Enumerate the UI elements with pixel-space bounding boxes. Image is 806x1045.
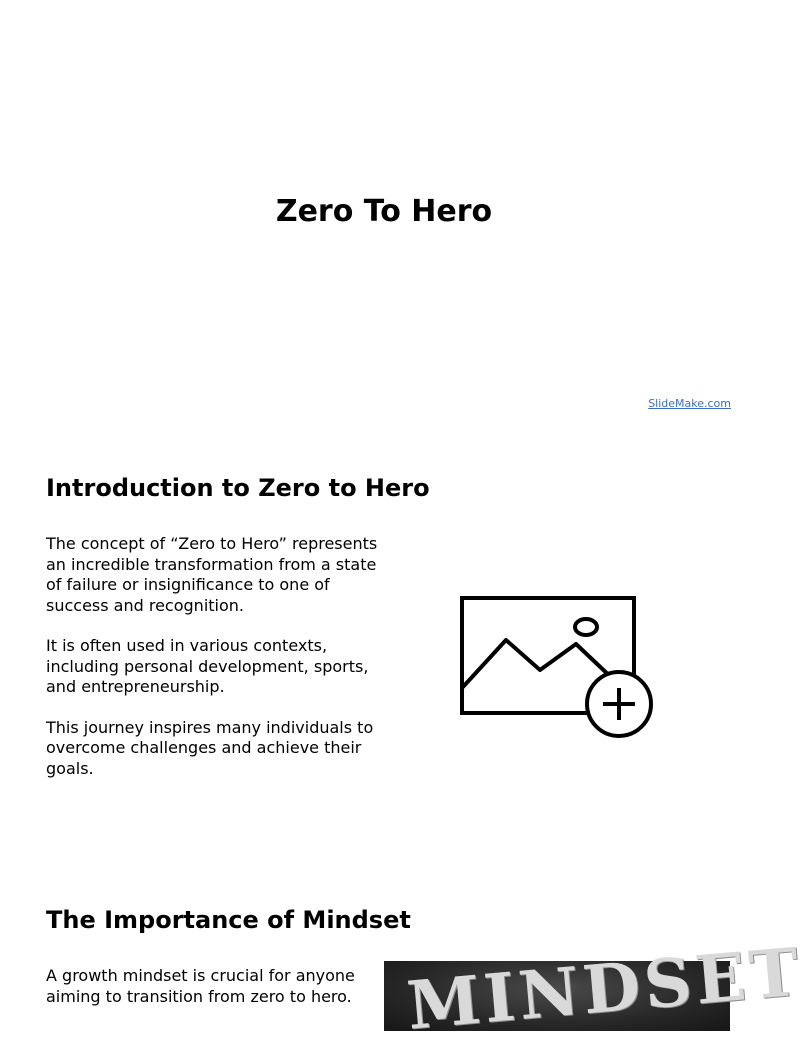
intro-heading: Introduction to Zero to Hero	[46, 474, 430, 502]
slidemake-link[interactable]: SlideMake.com	[648, 397, 731, 410]
intro-paragraph: It is often used in various contexts, including personal development, sports, and entrepreneurship.	[46, 636, 369, 696]
mindset-image-text: MINDSET	[404, 932, 806, 1045]
image-add-placeholder-icon	[458, 594, 658, 732]
intro-body	[46, 534, 386, 799]
intro-paragraph: The concept of “Zero to Hero” represents an incredible transformation from a state of failure or insignificance to one of success and recognition.	[46, 534, 378, 615]
mindset-chalkboard-image	[384, 932, 806, 1045]
mindset-body	[46, 966, 386, 1027]
intro-paragraph: This journey inspires many individuals to overcome challenges and achieve their goals.	[46, 717, 374, 778]
mindset-heading: The Importance of Mindset	[46, 906, 411, 934]
slide-title: Zero To Hero	[275, 194, 493, 229]
mindset-paragraph: A growth mindset is crucial for anyone aiming to transition from zero to hero.	[46, 966, 355, 1006]
